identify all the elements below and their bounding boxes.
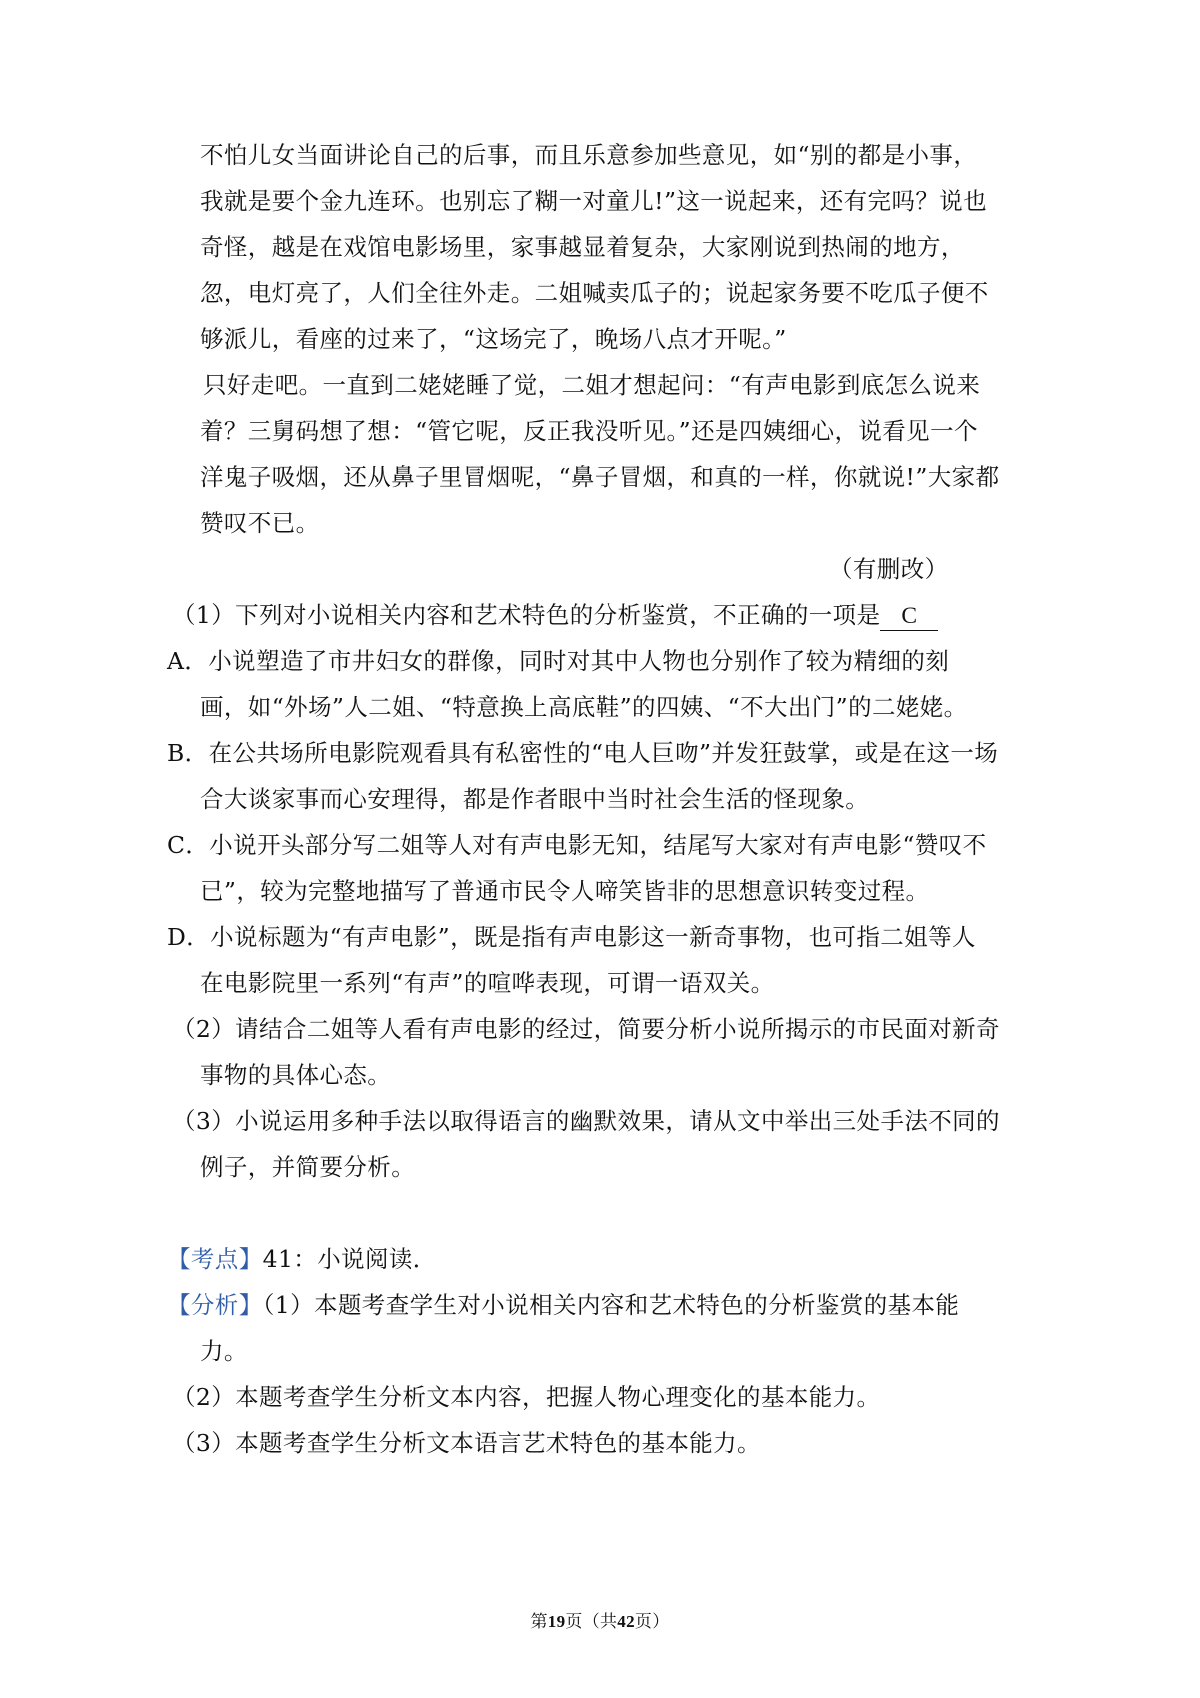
passage-line: 不怕儿女当面讲论自己的后事，而且乐意参加些意见，如“别的都是小事，: [200, 141, 978, 169]
footer-mid: 页（共: [565, 1612, 618, 1632]
kaodian-line: [167, 1243, 437, 1275]
passage-line: 只好走吧。一直到二姥姥睡了觉，二姐才想起问：“有声电影到底怎么说来: [203, 371, 981, 399]
answer-blank: C: [880, 602, 938, 631]
passage-line: 够派儿，看座的过来了，“这场完了，晚场八点才开呢。”: [200, 325, 787, 353]
question-3: （3）小说运用多种手法以取得语言的幽默效果，请从文中举出三处手法不同的: [172, 1107, 1000, 1135]
kaodian-text: 41：小说阅读．: [262, 1245, 437, 1273]
revision-note: （有删改）: [829, 555, 949, 583]
footer-total-pages: 42: [617, 1612, 635, 1631]
fenxi-tag: 【分析】: [167, 1291, 263, 1319]
kaodian-tag: 【考点】: [167, 1245, 263, 1273]
option-a: A．小说塑造了市井妇女的群像，同时对其中人物也分别作了较为精细的刻: [167, 647, 950, 675]
footer-prefix: 第: [530, 1612, 548, 1632]
fenxi-text-4: （3）本题考查学生分析文本语言艺术特色的基本能力。: [172, 1429, 761, 1457]
fenxi-text-3: （2）本题考查学生分析文本内容，把握人物心理变化的基本能力。: [172, 1383, 881, 1411]
option-c: C．小说开头部分写二姐等人对有声电影无知，结尾写大家对有声电影“赞叹不: [167, 831, 987, 859]
passage-line: 着？三舅码想了想：“管它呢，反正我没听见。”还是四姨细心，说看见一个: [200, 417, 978, 445]
fenxi-text-2: 力。: [200, 1337, 248, 1365]
question-1: [172, 599, 938, 631]
question-3-cont: 例子，并简要分析。: [200, 1153, 416, 1181]
footer-page-number: 19: [547, 1612, 566, 1631]
option-a-cont: 画，如“外场”人二姐、“特意换上高底鞋”的四姨、“不大出门”的二姥姥。: [200, 693, 968, 721]
question-2-cont: 事物的具体心态。: [200, 1061, 392, 1089]
passage-line: 忽，电灯亮了，人们全往外走。二姐喊卖瓜子的；说起家务要不吃瓜子便不: [200, 279, 989, 307]
fenxi-text-1: （1）本题考查学生对小说相关内容和艺术特色的分析鉴赏的基本能: [262, 1291, 960, 1319]
option-c-cont: 已”，较为完整地描写了普通市民令人啼笑皆非的思想意识转变过程。: [200, 877, 930, 905]
page-footer: [0, 1610, 1200, 1634]
passage-line: 我就是要个金九连环。也别忘了糊一对童儿!”这一说起来，还有完吗？说也: [200, 187, 988, 215]
option-d: D．小说标题为“有声电影”，既是指有声电影这一新奇事物，也可指二姐等人: [167, 923, 976, 951]
option-b: B．在公共场所电影院观看具有私密性的“电人巨吻”并发狂鼓掌，或是在这一场: [167, 739, 999, 767]
question-2: （2）请结合二姐等人看有声电影的经过，简要分析小说所揭示的市民面对新奇: [172, 1015, 1000, 1043]
passage-line: 赞叹不已。: [200, 509, 320, 537]
passage-line: 奇怪，越是在戏馆电影场里，家事越显着复杂，大家刚说到热闹的地方，: [200, 233, 965, 261]
passage-line: 洋鬼子吸烟，还从鼻子里冒烟呢，“鼻子冒烟，和真的一样，你就说!”大家都: [200, 463, 1000, 491]
question-1-stem: （1）下列对小说相关内容和艺术特色的分析鉴赏，不正确的一项是: [172, 601, 881, 629]
option-d-cont: 在电影院里一系列“有声”的喧哗表现，可谓一语双关。: [200, 969, 775, 997]
option-b-cont: 合大谈家事而心安理得，都是作者眼中当时社会生活的怪现象。: [200, 785, 870, 813]
footer-suffix: 页）: [634, 1612, 670, 1632]
fenxi-line: [167, 1289, 959, 1321]
